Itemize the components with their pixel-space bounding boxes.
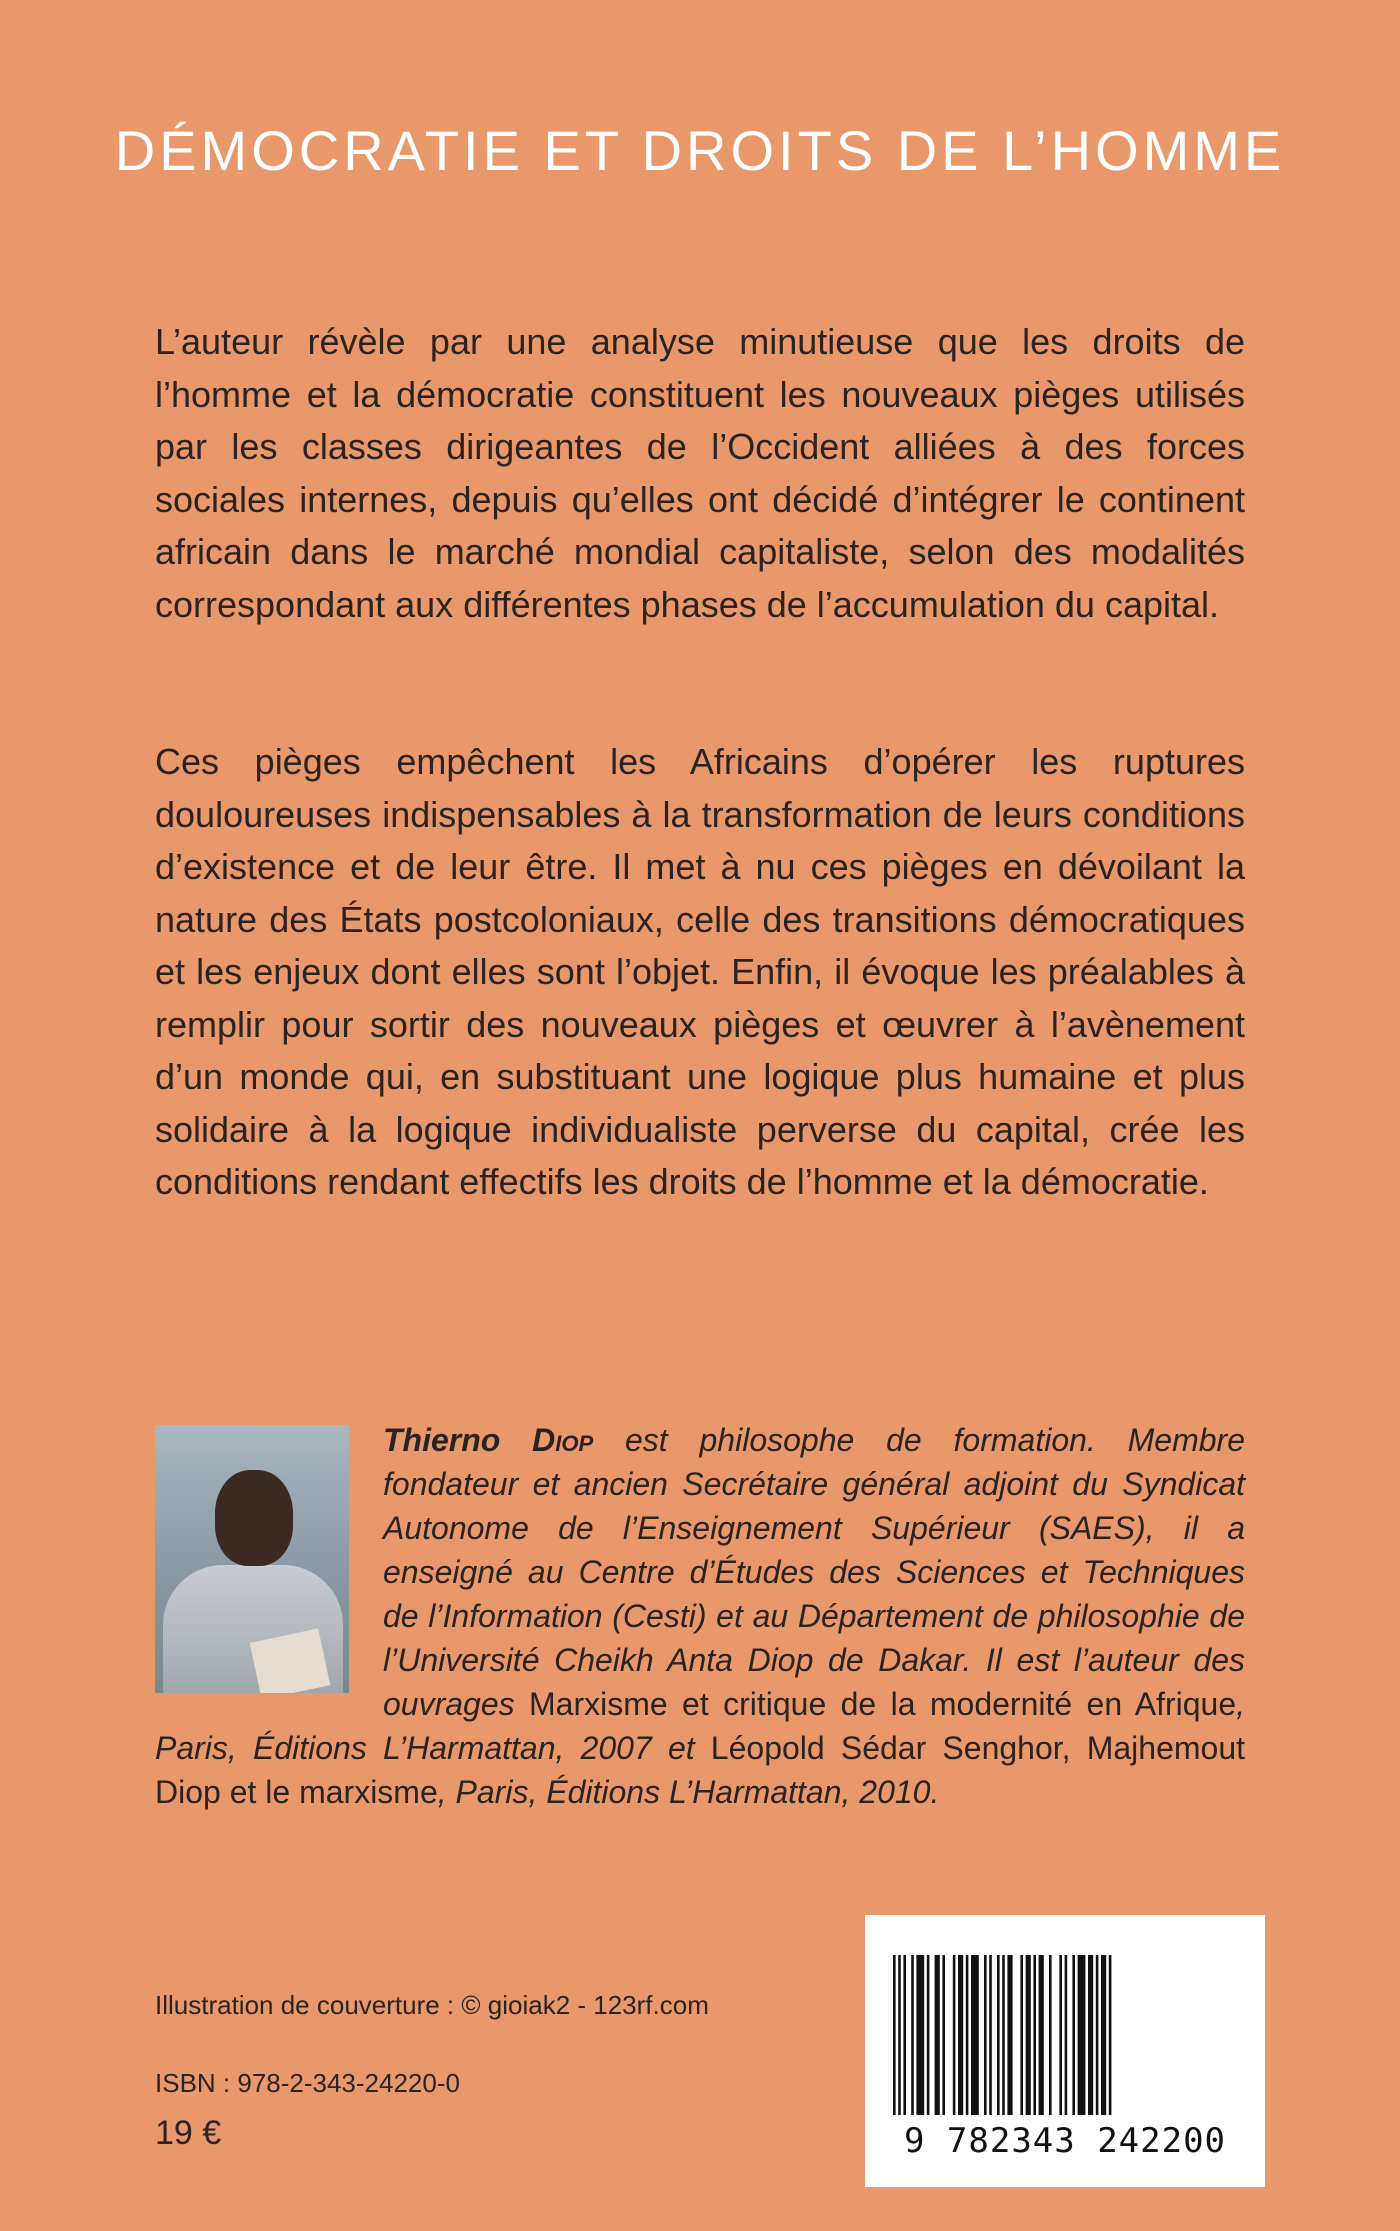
blurb-paragraph-1: L’auteur révèle par une analyse minutieuse que les droits de l’homme et la démocratie constituent les nouveaux pièges utilisés par les classes dirigeantes de l’Occident alliées à des forces sociales internes, depuis qu’elles ont décidé d’intégrer le continent africain dans le marché mondial capitaliste, selon des modalités correspondant aux différentes phases de l’accumulation du capital. (155, 321, 1245, 625)
blurb-paragraph-2: Ces pièges empêchent les Africains d’opérer les ruptures douloureuses indispensables à la transformation de leurs conditions d’existence et de leur être. Il met à nu ces pièges en dévoilant la nature des États postcoloniaux, celle des transitions démocratiques et les enjeux dont elles sont l’objet. Enfin, il évoque les préalables à remplir pour sortir des nouveaux pièges et œuvrer à l’avènement d’un monde qui, en substituant une logique plus humaine et plus solidaire à la logique individualiste perverse du capital, crée les conditions rendant effectifs les droits de l’homme et la démocratie. (155, 741, 1245, 1202)
author-photo (155, 1425, 349, 1693)
bio-text-2: , Paris, Éditions L’Harmattan, 2007 et (155, 1686, 1246, 1766)
bio-text-3: , Paris, Éditions L’Harmattan, 2010. (437, 1774, 940, 1810)
author-last-name: Diop (532, 1422, 594, 1458)
bio-book-2: Léopold Sédar Senghor, Majhemout Diop et le marxisme (155, 1730, 1245, 1810)
bio-book-1: Marxisme et critique de la modernité en Afrique (529, 1686, 1237, 1722)
barcode-bars (893, 1955, 1237, 2115)
barcode-digits: 9 782343 242200 (903, 2121, 1227, 2161)
illustration-credit: Illustration de couverture : © gioiak2 - 123rf.com (155, 1990, 709, 2020)
book-title: DÉMOCRATIE ET DROITS DE L’HOMME (114, 119, 1286, 182)
price: 19 € (155, 2114, 222, 2152)
barcode (865, 1915, 1265, 2187)
author-first-name: Thierno (383, 1422, 501, 1458)
isbn: ISBN : 978-2-343-24220-0 (155, 2068, 460, 2098)
author-bio (155, 1418, 1245, 1814)
bio-text-1: est philosophe de formation. Membre fondateur et ancien Secrétaire général adjoint du Syndicat Autonome de l’Enseignement Supérieur (SAES), il a enseigné au Centre d’Études des Sciences et Techniques de l’Information (Cesti) et au Département de philosophie de l’Université Cheikh Anta Diop de Dakar. Il est l’auteur des ouvrages (383, 1422, 1246, 1722)
